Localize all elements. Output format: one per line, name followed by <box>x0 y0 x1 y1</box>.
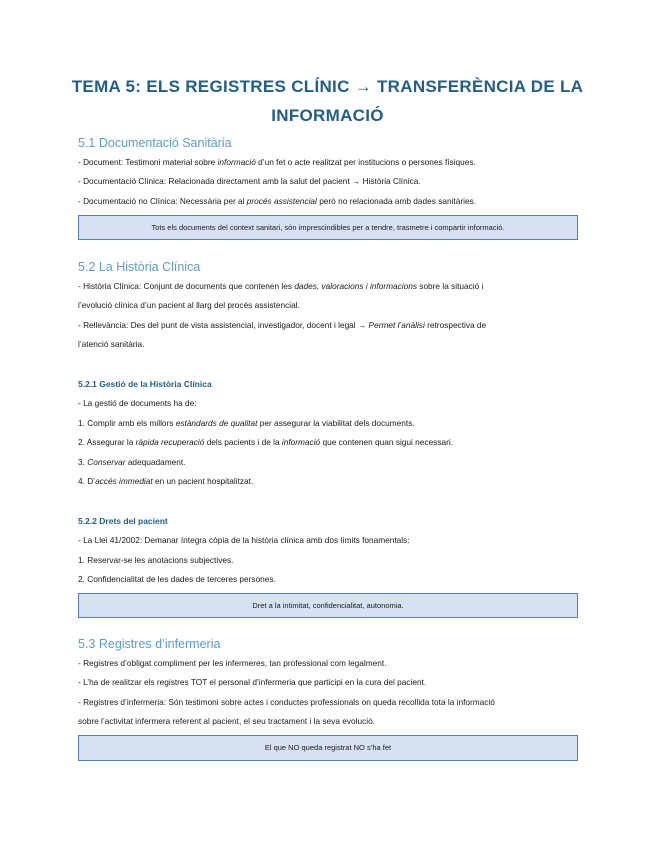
paragraph-line: - Documentació Clínica: Relacionada directament amb la salut del pacient → Història Clínica. <box>78 176 421 186</box>
list-item: 3. Conservar adequadament. <box>78 457 186 467</box>
document-title <box>60 72 595 130</box>
list-item: 1. Complir amb els millors estàndards de qualitat per assegurar la viabilitat dels documents. <box>78 418 415 428</box>
paragraph-line: - Document: Testimoni material sobre informació d’un fet o acte realitzat per institucions o persones físiques. <box>78 157 476 167</box>
paragraph-line: - Rellevància: Des del punt de vista assistencial, investigador, docent i legal → Permet l’anàlisi retrospectiva de <box>78 320 487 330</box>
title-line-1: TEMA 5: ELS REGISTRES CLÍNIC → TRANSFERÈNCIA DE LA <box>71 77 584 96</box>
paragraph-line: - Documentació no Clínica: Necessària per al procés assistencial però no relacionada amb dades sanitàries. <box>78 196 477 206</box>
section-heading-5-2: 5.2 La Història Clínica <box>78 260 201 274</box>
paragraph-line: - L’ha de realitzar els registres TOT el personal d’infermeria que participi en la cura del pacient. <box>78 677 427 687</box>
paragraph-line: - Registres d’infermeria: Són testimoni sobre actes i conductes professionals on queda recollida tota la informació <box>78 697 495 707</box>
subsection-heading-5-2-2: 5.2.2 Drets del pacient <box>78 516 168 526</box>
subsection-heading-5-2-1: 5.2.1 Gestió de la Història Clínica <box>78 379 212 389</box>
callout-box: El que NO queda registrat NO s’ha fet <box>78 735 578 761</box>
list-item: - La Llei 41/2002: Demanar íntegra còpia de la història clínica amb dos límits fonamentals: <box>78 535 410 545</box>
section-heading-5-3: 5.3 Registres d’infermeria <box>78 637 221 651</box>
list-item: - La gestió de documents ha de: <box>78 398 197 408</box>
callout-box: Dret a la intimitat, confidencialitat, autonomia. <box>78 593 578 618</box>
list-item: 2. Assegurar la ràpida recuperació dels pacients i de la informació que contenen quan sigui necessari. <box>78 437 453 447</box>
paragraph-line: sobre l’activitat infermera referent al pacient, el seu tractament i la seva evolució. <box>78 716 375 726</box>
list-item: 4. D’accés immediat en un pacient hospitalitzat. <box>78 476 254 486</box>
paragraph-line: - Història Clínica: Conjunt de documents que contenen les dades, valoracions i informacions sobre la situació i <box>78 281 484 291</box>
list-item: 1. Reservar-se les anotacions subjectives. <box>78 555 234 565</box>
paragraph-line: l’evolució clínica d’un pacient al llarg del procés assistencial. <box>78 300 300 310</box>
title-line-2: INFORMACIÓ <box>271 106 384 125</box>
section-heading-5-1: 5.1 Documentació Sanitària <box>78 136 232 150</box>
paragraph-line: l’atenció sanitària. <box>78 339 145 349</box>
callout-box: Tots els documents del context sanitari, són imprescindibles per a tendre, trasmetre i compartir informació. <box>78 215 578 240</box>
paragraph-line: - Registres d’obligat compliment per les infermeres, tan professional com legalment. <box>78 658 387 668</box>
list-item: 2. Confidencialitat de les dades de terceres persones. <box>78 574 276 584</box>
